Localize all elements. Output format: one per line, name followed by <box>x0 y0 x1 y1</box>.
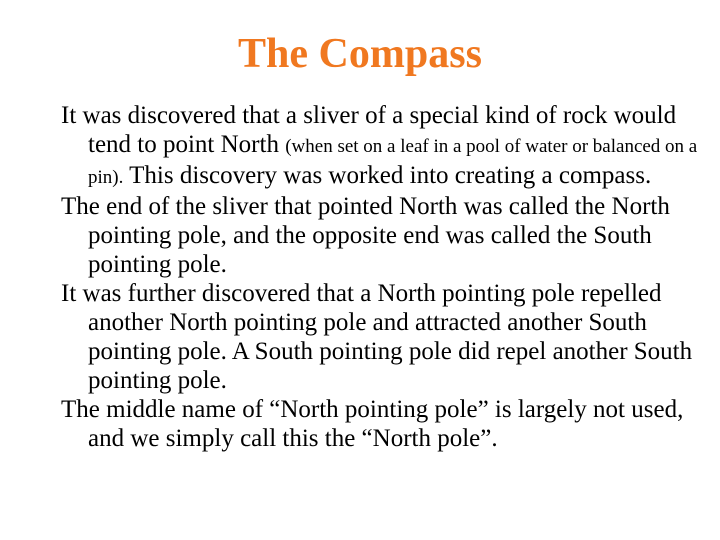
parenthetical-note: (when set on a leaf in a pool of water or balanced on a pin). <box>88 136 698 188</box>
paragraph-north-pole-name: The middle name of “North pointing pole” is largely not used, and we simply call this the “North pole”. <box>61 396 684 452</box>
paragraph-text: This discovery was worked into creating a compass. <box>123 162 652 189</box>
paragraph-compass-discovery <box>61 101 701 192</box>
paragraph-text: It was discovered that a sliver of a special kind of rock would tend to point North <box>61 102 677 158</box>
slide-title: The Compass <box>238 31 482 77</box>
paragraph-pole-interaction: It was further discovered that a North pointing pole repelled another North pointing pole and attracted another South pointing pole. A South pointing pole did repel another South pointing pole. <box>61 280 693 394</box>
paragraph-pole-naming: The end of the sliver that pointed North was called the North pointing pole, and the opposite end was called the South pointing pole. <box>61 193 670 278</box>
slide-body <box>61 101 701 453</box>
